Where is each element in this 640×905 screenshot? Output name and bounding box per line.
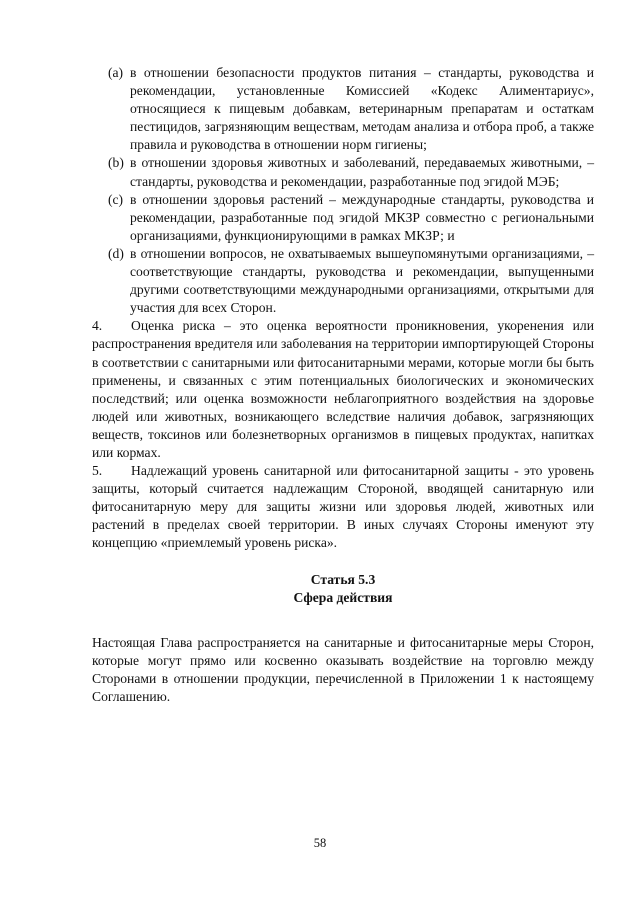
list-item-text: в отношении безопасности продуктов питания – стандарты, руководства и рекомендации, установленные Комиссией «Кодекс Алиментариус», относящиеся к пищевым добавкам, ветеринарным препаратам и остаткам пестицидов, загрязняющим веществам, методам анализа и отбора проб, а также правила и руководства в отношении норм гигиены;: [130, 65, 594, 153]
list-item-b: [92, 154, 594, 190]
list-item-text: в отношении здоровья животных и заболеваний, передаваемых животными, – стандарты, руководства и рекомендации, разработанные под эгидой МЭБ;: [130, 155, 594, 189]
paragraph-number: 5.: [92, 463, 103, 479]
list-item-text: в отношении здоровья растений – международные стандарты, руководства и рекомендации, разработанные под эгидой МКЗР совместно с региональными организациями, функционирующими в рамках МКЗР; и: [130, 191, 594, 243]
page-number: 58: [313, 836, 327, 850]
article-title: Сфера действия: [293, 589, 393, 605]
paragraph-text: Надлежащий уровень санитарной или фитосанитарной защиты - это уровень защиты, который считается надлежащим Стороной, вводящей санитарную или фитосанитарную меру для защиты жизни или здоровья людей, животных или растений в пределах своей территории. В иных случаях Стороны именуют эту концепцию «приемлемый уровень риска».: [92, 463, 594, 551]
list-item-c: [92, 191, 594, 245]
article-number: Статья 5.3: [310, 571, 376, 587]
paragraph-4: [92, 317, 594, 462]
article-body: Настоящая Глава распространяется на санитарные и фитосанитарные меры Сторон, которые могут прямо или косвенно оказывать воздействие на торговлю между Сторонами в отношении продукции, перечисленной в Приложении 1 к настоящему Соглашению.: [92, 634, 594, 704]
paragraph-text: Оценка риска – это оценка вероятности проникновения, укоренения или распространения вредителя или заболевания на территории импортирующей Стороны в соответствии с санитарными или фитосанитарными мерами, которые могли бы быть применены, и связанных с этим потенциальных биологических и экономических последствий; или оценка возможности неблагоприятного воздействия на здоровье людей или животных, возникающего вследствие наличия добавок, загрязняющих веществ, токсинов или болезнетворных организмов в пищевых продуктах, напитках или кормах.: [92, 318, 595, 460]
page-content: [92, 64, 594, 706]
list-item-label: (d): [108, 245, 124, 261]
list-item-label: (b): [108, 155, 124, 171]
paragraph-number: 4.: [92, 318, 103, 334]
list-item-text: в отношении вопросов, не охватываемых вышеупомянутыми организациями, – соответствующие стандарты, руководства и рекомендации, выпущенными другими соответствующими международными организациями, открытыми для участия для всех Сторон.: [130, 245, 594, 316]
list-item-label: (a): [108, 65, 124, 80]
paragraph-5: [92, 462, 594, 552]
list-item-d: [92, 245, 594, 317]
list-item-label: (c): [108, 191, 124, 207]
list-item-a: [92, 64, 594, 154]
